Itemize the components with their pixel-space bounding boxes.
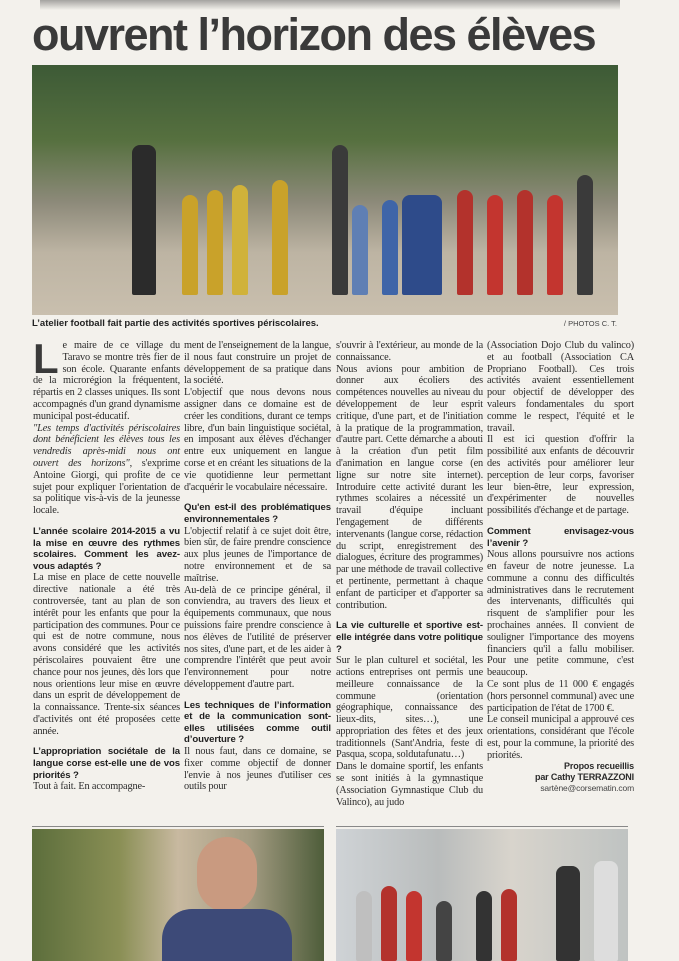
question-heading: L’appropriation sociétale de la langue corse est-elle une de vos priorités ?	[33, 746, 180, 781]
divider	[32, 826, 324, 827]
paragraph: Le conseil municipal a approuvé ces orientations, considérant que l'école est, pour la commune, la priorité des priorités.	[487, 714, 634, 761]
photo-credit: / PHOTOS C. T.	[563, 319, 617, 328]
byline-email: sartène@corsematin.com	[540, 783, 634, 794]
paragraph: ment de l'enseignement de la langue, il nous faut construire un projet de développement de sa pratique dans la société.	[184, 340, 331, 387]
article-column-2	[184, 340, 331, 793]
photo-children-classroom	[336, 829, 628, 961]
byline-author: par Cathy TERRAZZONI	[534, 772, 634, 783]
drop-cap: L	[33, 335, 59, 382]
paragraph: e maire de ce village du Taravo se montre très fier de son école. Quarante enfants de la microrégion la fréquentent, répartis en 2 classes uniques. Ils sont accompagnés d'un grand dynamisme municipal post-éducatif.	[33, 340, 180, 422]
question-heading: Qu'en est-il des problématiques environnementales ?	[184, 502, 331, 525]
paragraph: Il nous faut, dans ce domaine, se fixer comme objectif de donner l'envie à nos jeunes d'utiliser ces outils pour	[184, 746, 331, 793]
question-heading: Comment envisagez-vous l’avenir ?	[487, 525, 634, 549]
paragraph: , s'exprime Antoine Giorgi, qui profite de ce sujet pour expliquer l'orientation de sa politique vis-à-vis de la jeunesse locale.	[33, 457, 180, 517]
paragraph: L'objectif relatif à ce sujet doit être, bien sûr, de faire prendre conscience aux plus jeunes de l'importance de notre environnement et de sa maîtrise.	[184, 525, 331, 584]
photo-caption: L’atelier football fait partie des activités sportives périscolaires.	[32, 318, 319, 329]
divider	[336, 826, 628, 827]
photo-mayor-portrait	[32, 829, 324, 961]
paragraph: Nous avions pour ambition de donner aux écoliers des compétences nouvelles au niveau du développement de leur esprit critique, d'une part, et de l'initiation à la pratique de la programmation, d'autre part. Cette démarche a abouti à la création d'un petit film d'animation en langue corse (en ligne sur notre site internet). Introduire cette activité durant les rythmes scolaires a nécessité un travail d'équipe incluant l'engagement de différents intervenants (langue corse, rédaction du script, enregistrement des dialogues, écriture des programmes) par une méthode de travail collective et pertinente, permettant à chaque enfant de participer et d'apporter sa contribution.	[336, 363, 483, 611]
headline: ouvrent l’horizon des élèves	[32, 9, 596, 60]
question-heading: La vie culturelle et sportive est-elle intégrée dans votre politique ?	[336, 620, 483, 655]
paragraph: Nous allons poursuivre nos actions en faveur de notre jeunesse. La commune a connu des difficultés administratives dans le recrutement des intervenants, difficultés qui risquent de s'amplifier pour les prochaines années. Il convient de souligner l'importance des moyens financiers qu'il a fallu mobiliser. Pour une petite commune, c'est beaucoup.	[487, 549, 634, 679]
article-column-1	[33, 335, 180, 793]
question-heading: Les techniques de l’information et de la communication sont-elles utilisées comme outil d’ouverture ?	[184, 699, 331, 746]
paragraph: Ce sont plus de 11 000 € engagés (hors personnel communal) avec une participation de l'état de 1700 €.	[487, 678, 635, 714]
paragraph: Au-delà de ce principe général, il conviendra, au travers des lieux et équipements communaux, que nous puissions faire prendre conscience à nos élèves de l'utilité de préserver nos sites, d'une part, et de les aider à comprendre l'intérêt que peut avoir l'environnement pour notre développement d'autre part.	[184, 584, 331, 690]
quote: "Les temps d'activités périscolaires dont bénéficient les élèves tous les vendredis après-midi nous ont ouvert des horizons"	[33, 422, 180, 469]
article-column-3	[336, 340, 483, 808]
question-heading: L’année scolaire 2014-2015 a vu la mise en œuvre des rythmes scolaires. Comment les avez-vous adaptés ?	[33, 525, 180, 572]
paragraph: La mise en place de cette nouvelle directive nationale a été très controversée, tant au plan de son intérêt pour les enfants que pour la participation des communes. Pour ce qui est de notre commune, nous avons considéré que les activités périscolaires pouvaient être une chance pour nos jeunes, dès lors que nous orientions leur mise en œuvre dans un esprit de développement de la connaissance. Trente-six séances d'activités ont été proposées cette année.	[33, 572, 180, 737]
main-photo-football-group	[32, 65, 618, 315]
paragraph: Tout à fait. En accompagne-	[33, 781, 146, 793]
paragraph: s'ouvrir à l'extérieur, au monde de la connaissance.	[336, 340, 483, 363]
paragraph: Sur le plan culturel et sociétal, les actions entreprises ont permis une meilleure connaissance de la commune (orientation géographique, connaissance des lieux-dits, sites…), une appropriation des fêtes et des jeux traditionnels (Sant'Andria, feste di Pasqua, scopa, soldutafunatu…)	[336, 655, 483, 761]
paragraph: (Association Dojo Club du valinco) et au football (Association CA Propriano Football). Ces trois activités avaient essentiellement pour objectif de développer des valeurs fondamentales du sport comme le respect, l'équité et le travail.	[487, 340, 634, 434]
paragraph: Dans le domaine sportif, les enfants se sont initiés à la gymnastique (Association Gymnastique Club du Valinco), au judo	[336, 761, 483, 808]
byline-line-1: Propos recueillis	[564, 761, 634, 772]
article-column-4	[487, 340, 634, 794]
paragraph: Il est ici question d'offrir la possibilité aux enfants de découvrir des activités pour améliorer leur perception de leur corps, favoriser leur bien-être, leur expression, d'expérimenter de nouvelles possibilités d'échange et de partage.	[487, 434, 634, 517]
paragraph: L'objectif que nous devons nous assigner dans ce domaine est de créer les conditions, durant ce temps libre, d'un bain linguistique sociétal, en imposant aux élèves d'échanger entre eux uniquement en langue corse et en créant les situations de la vie quotidienne leur permettant d'acquérir le vocabulaire nécessaire.	[184, 387, 331, 493]
